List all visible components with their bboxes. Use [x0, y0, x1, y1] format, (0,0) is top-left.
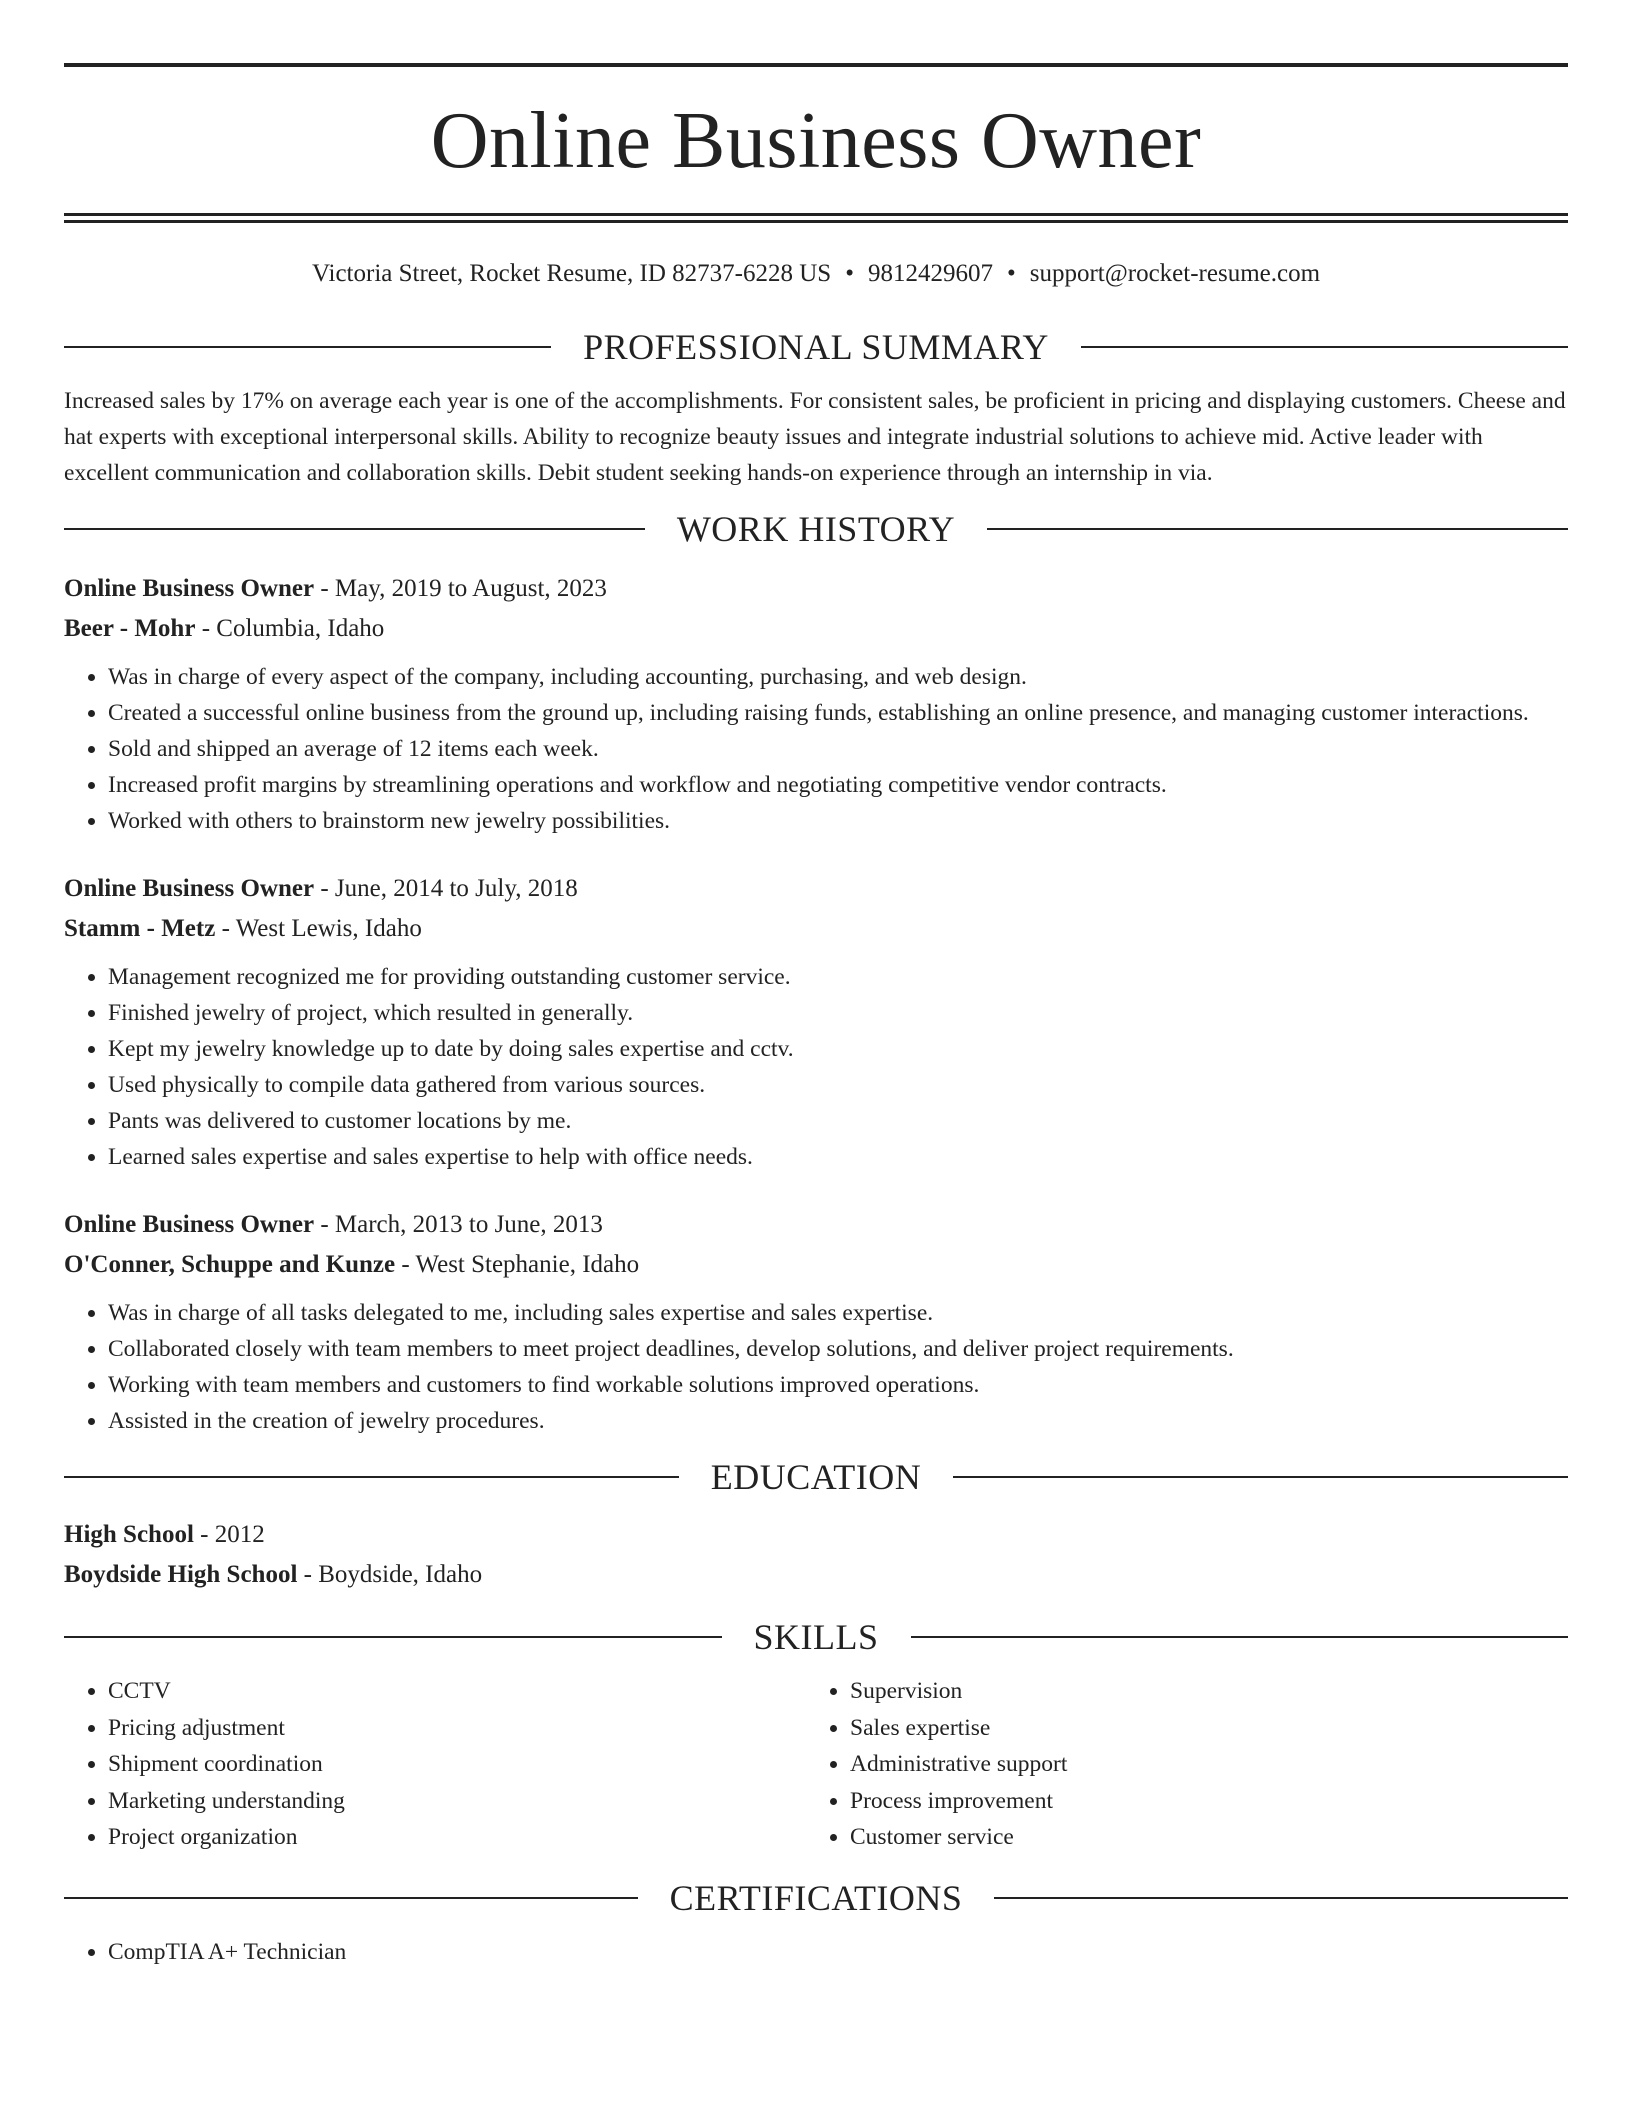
job-company-line: [64, 1245, 1568, 1285]
skill-item: • Shipment coordination: [108, 1746, 806, 1783]
skill-item: • CCTV: [108, 1673, 806, 1710]
divider-line: [911, 1636, 1569, 1638]
skills-columns: [64, 1673, 1568, 1856]
section-header-education: [64, 1455, 1568, 1499]
school-line: [64, 1555, 1568, 1595]
email-link[interactable]: support@rocket-resume.com: [1029, 260, 1321, 287]
degree-line: [64, 1515, 1568, 1555]
job-bullet: • Assisted in the creation of jewelry procedures.: [108, 1403, 1568, 1439]
top-rule: [64, 63, 1568, 67]
company-name: Beer - Mohr: [64, 615, 196, 642]
skill-item: • Marketing understanding: [108, 1783, 806, 1820]
company-location: - West Stephanie, Idaho: [395, 1251, 640, 1278]
job-bullet: • Collaborated closely with team members to meet project deadlines, develop solutions, and deliver project requirements.: [108, 1331, 1568, 1367]
graduation-year: - 2012: [193, 1521, 265, 1548]
divider-line: [953, 1476, 1568, 1478]
job-title-line: [64, 569, 1568, 609]
job-bullets: [64, 659, 1568, 839]
job-bullets: [64, 959, 1568, 1175]
company-name: O'Conner, Schuppe and Kunze: [64, 1251, 396, 1278]
job-title: Online Business Owner: [64, 575, 315, 602]
job-title: Online Business Owner: [64, 875, 315, 902]
section-header-summary: [64, 325, 1568, 369]
job-company-line: [64, 909, 1568, 949]
job-bullets: [64, 1295, 1568, 1439]
resume-page: [64, 63, 1568, 1970]
address: Victoria Street, Rocket Resume, ID 82737-6228 US: [311, 260, 832, 287]
job-bullet: • Was in charge of all tasks delegated to me, including sales expertise and sales expertise.: [108, 1295, 1568, 1331]
contact-line: [64, 259, 1568, 289]
resume-title: Online Business Owner: [430, 97, 1202, 185]
section-title: SKILLS: [753, 1617, 879, 1657]
job-bullet: • Used physically to compile data gathered from various sources.: [108, 1067, 1568, 1103]
company-name: Stamm - Metz: [64, 915, 216, 942]
skills-list-right: [806, 1673, 1548, 1856]
job-entry: [64, 1205, 1568, 1439]
job-company-line: [64, 609, 1568, 649]
job-dates: - March, 2013 to June, 2013: [314, 1211, 603, 1238]
job-bullet: • Pants was delivered to customer locations by me.: [108, 1103, 1568, 1139]
company-location: - West Lewis, Idaho: [215, 915, 422, 942]
job-bullet: • Learned sales expertise and sales expertise to help with office needs.: [108, 1139, 1568, 1175]
divider-line: [64, 1476, 679, 1478]
summary-text: Increased sales by 17% on average each year is one of the accomplishments. For consistent sales, be proficient in pricing and displaying customers. Cheese and hat experts with exceptional interpersonal skills. Ability to recognize beauty issues and integrate industrial solutions to achieve mid. Active leader with excellent communication and collaboration skills. Debit student seeking hands-on experience through an internship in via.: [64, 388, 1566, 486]
separator-dot: •: [845, 260, 854, 287]
section-title: CERTIFICATIONS: [669, 1877, 963, 1918]
job-bullet: • Working with team members and customers to find workable solutions improved operations.: [108, 1367, 1568, 1403]
job-bullet: • Kept my jewelry knowledge up to date by doing sales expertise and cctv.: [108, 1031, 1568, 1067]
divider-line: [1081, 346, 1568, 348]
section-header-certifications: [64, 1876, 1568, 1920]
job-bullet: • Sold and shipped an average of 12 items each week.: [108, 731, 1568, 767]
job-dates: - June, 2014 to July, 2018: [314, 875, 578, 902]
title-double-rule: [64, 213, 1568, 223]
job-bullet: • Increased profit margins by streamlining operations and workflow and negotiating competitive vendor contracts.: [108, 767, 1568, 803]
job-entry: [64, 569, 1568, 839]
section-title: PROFESSIONAL SUMMARY: [583, 327, 1049, 367]
company-location: - Columbia, Idaho: [195, 615, 385, 642]
education-entry: [64, 1515, 1568, 1595]
section-header-work: [64, 507, 1568, 551]
job-bullet: • Worked with others to brainstorm new jewelry possibilities.: [108, 803, 1568, 839]
job-dates: - May, 2019 to August, 2023: [314, 575, 607, 602]
phone: 9812429607: [867, 260, 993, 287]
skill-item: • Pricing adjustment: [108, 1710, 806, 1747]
separator-dot: •: [1006, 260, 1016, 287]
section-title: EDUCATION: [710, 1457, 922, 1497]
divider-line: [64, 528, 645, 530]
job-title-line: [64, 1205, 1568, 1245]
job-bullet: • Management recognized me for providing outstanding customer service.: [108, 959, 1568, 995]
skill-item: • Process improvement: [850, 1783, 1548, 1820]
certifications-list: [64, 1934, 1568, 1970]
school-location: - Boydside, Idaho: [297, 1561, 483, 1588]
job-title: Online Business Owner: [64, 1211, 315, 1238]
degree: High School: [64, 1521, 194, 1548]
skills-list-left: [64, 1673, 806, 1856]
section-title: WORK HISTORY: [676, 509, 956, 549]
certifications-block: [64, 1934, 1568, 1970]
divider-line: [64, 1897, 638, 1899]
skill-item: • Customer service: [850, 1819, 1548, 1856]
skill-item: • Supervision: [850, 1673, 1548, 1710]
job-bullet: • Was in charge of every aspect of the company, including accounting, purchasing, and web design.: [108, 659, 1568, 695]
skill-item: • Sales expertise: [850, 1710, 1548, 1747]
job-title-line: [64, 869, 1568, 909]
job-entry: [64, 869, 1568, 1175]
skill-item: • Administrative support: [850, 1746, 1548, 1783]
divider-line: [64, 1636, 722, 1638]
divider-line: [994, 1897, 1568, 1899]
divider-line: [64, 346, 551, 348]
section-header-skills: [64, 1615, 1568, 1659]
skill-item: • Project organization: [108, 1819, 806, 1856]
school-name: Boydside High School: [64, 1561, 298, 1588]
certification-item: • CompTIA A+ Technician: [108, 1934, 1568, 1970]
divider-line: [987, 528, 1568, 530]
job-bullet: • Finished jewelry of project, which resulted in generally.: [108, 995, 1568, 1031]
job-bullet: • Created a successful online business from the ground up, including raising funds, establishing an online presence, and managing customer interactions.: [108, 695, 1568, 731]
